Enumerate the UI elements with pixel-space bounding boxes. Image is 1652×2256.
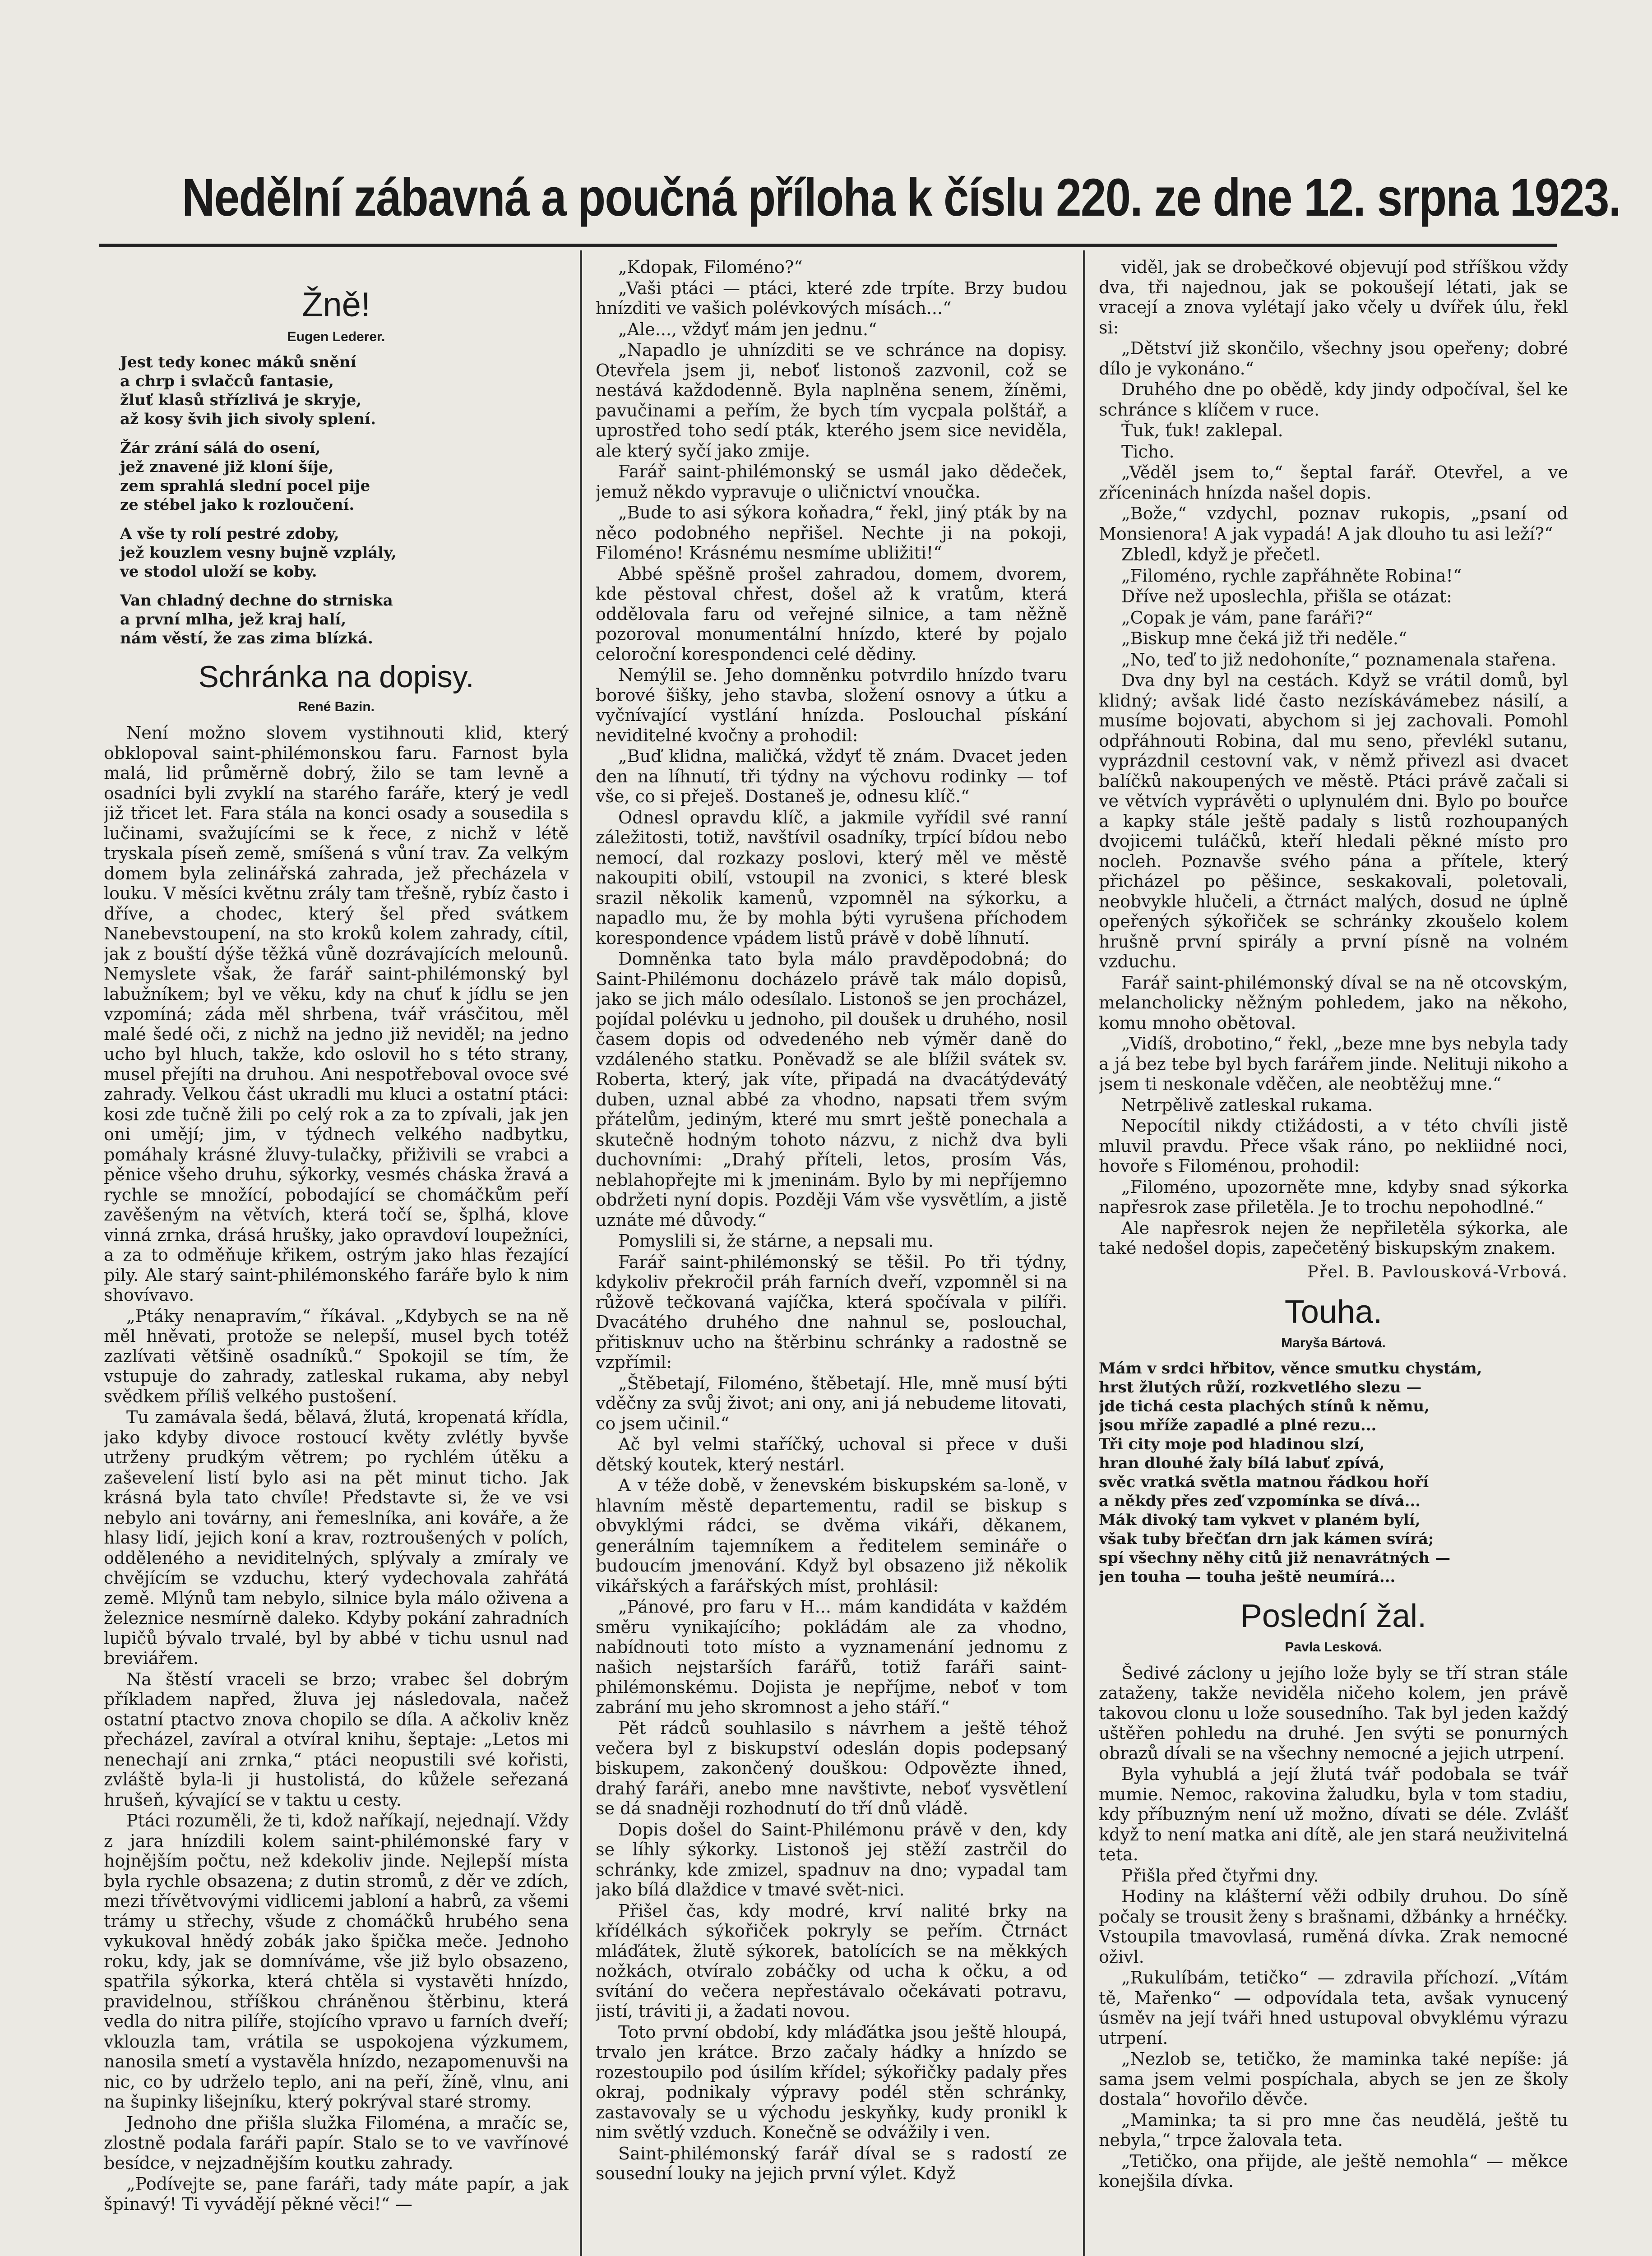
poem-line: jde tichá cesta plachých stínů k němu, (1099, 1397, 1430, 1415)
paragraph: „Vidíš, drobotino,“ řekl, „beze mne bys nebyla tady a já bez tebe byl bych farářem jinde. Nelituji nikoho a jsem ti neskonale vděčen, ale neobtěžuj mne.“ (1099, 1034, 1568, 1094)
paragraph: Přišla před čtyřmi dny. (1121, 1865, 1319, 1886)
paragraph: „Buď klidna, maličká, vždyť tě znám. Dvacet jeden den na líhnutí, tři týdny na výchovu rodinky — tof vše, co si přeješ. Dostaneš je, odnesu klíč.“ (596, 746, 1067, 806)
poem-line: však tuby břečťan drn jak kámen svírá; (1099, 1530, 1434, 1548)
column-3 (1099, 257, 1568, 2256)
paragraph: Dříve než uposlechla, přišla se otázat: (1121, 587, 1453, 606)
column-2 (596, 257, 1067, 2256)
paragraph: Abbé spěšně prošel zahradou, domem, dvorem, kde pěstoval chřest, došel až k vratům, která oddělovala faru od veřejné silnice, a tam něžně pozoroval monumentální hnízdo, které by pojalo celoroční korespondenci celé dědiny. (596, 564, 1067, 664)
poem-title: Žně! (301, 286, 371, 324)
poem-stanza (120, 524, 569, 581)
paragraph: Přišel čas, kdy modré, krví nalité brky na křídélkách sýkořiček pokryly se peřím. Čtrnáct mláďátek, žlutě sýkorek, batolících se na měkkých nožkách, otvíralo zobáčky od ucha k očku, a od svítání do večera nepřestávalo očekávati potravu, jistí, tráviti ji, a žadati novou. (596, 1900, 1067, 2021)
story2-title: Poslední žal. (1240, 1598, 1427, 1634)
paragraph: „Napadlo je uhnízditi se ve schránce na dopisy. Otevřela jsem ji, neboť listonoš zazvonil, což se nestává každodenně. Byla naplněna senem, žíněmi, pavučinami a peřím, že bych tím vycpala polštář, a uprostřed toho sedí pták, kterého jsem sice neviděla, ale který syčí jako zmije. (596, 340, 1067, 461)
poem-line: ze stébel jako k rozloučení. (120, 496, 355, 514)
paragraph: Dopis došel do Saint-Philémonu právě v den, kdy se líhly sýkorky. Listonoš jej stěží zastrčil do schránky, kde zmizel, spadnuv na dno; vypadal tam jako bílá dlaždice v tmavé svět-nici. (596, 1819, 1067, 1900)
poem-line: hran dlouhé žaly bílá labuť zpívá, (1099, 1454, 1385, 1472)
paragraph: „Copak je vám, pane faráři?“ (1121, 607, 1374, 628)
paragraph: „Ale..., vždyť mám jen jednu.“ (618, 319, 877, 339)
newspaper-page (77, 27, 1621, 2256)
poem-stanza (120, 439, 569, 514)
paragraph: Dva dny byl na cestách. Když se vrátil domů, byl klidný; avšak lidé často nezískávámebez násilí, a musíme bojovati, abychom si jej zachovali. Pomohl odpřáhnouti Robina, dal mu seno, převlékl sutanu, vyprázdnil cestovní vak, v němž přivezl asi dvacet balíčků nakoupených ve městě. Ptáci právě začali si ve větvích vyprávěti o uplynulém dni. Bylo po bouřce a kapky stále ještě padaly s listů rozhoupaných dvojicemi tuláčků, kteří hledali pěkné místo pro nocleh. Poznavše svého pána a přítele, který přicházel po pěšince, seskakovali, poletovali, neobvykle hlučeli, a čtrnáct malých, dosud ne úplně opeřených sýkořiček se schránky zkoušelo kolem hrušně první spirály a první písně na volném vzduchu. (1099, 670, 1568, 971)
paragraph: „Věděl jsem to,“ šeptal farář. Otevřel, a ve zříceninách hnízda našel dopis. (1099, 462, 1568, 503)
paragraph: Nepocítil nikdy ctižádosti, a v této chvíli jistě mluvil pravdu. Přece však ráno, po nekliidné noci, hovoře s Filoménou, prohodil: (1099, 1116, 1568, 1176)
paragraph: „Maminka; ta si pro mne čas neudělá, ještě tu nebyla,“ trpce žalovala teta. (1099, 2110, 1568, 2150)
paragraph: Není možno slovem vystihnouti klid, který obklopoval saint-philémonskou faru. Farnost byla malá, lid průměrně dobrý, žilo se tam levně a osadníci byli zvyklí na starého faráře, který je vedl již třicet let. Fara stála na konci osady a sousedila s lučinami, svažujícími se k řece, z nichž v létě tryskala píseň země, smíšená s vůní trav. Za velkým domem byla zelinářská zahrada, jež přecházela v louku. V měsíci květnu zrály tam třešně, rybíz často i dříve, a chodec, který šel před svátkem Nanebevstoupení, na sto kroků kolem zahrady, cítil, jak z bouští dýše těžká vůně dozrávajících melounů. Nemyslete však, že farář saint-philémonský byl labužníkem; byl ve věku, kdy na chuť k jídlu se jen vzpomíná; záda měl shrbena, tvář vrásčitou, měl malé šedé oči, z nichž na jedno již neviděl; na jedno ucho byl hluch, takže, kdo oslovil ho s této strany, musel přejíti na druhou. Ani nespotřeboval ovoce své zahrady. Velkou část ukradli mu kluci a ostatní ptáci: kosi zde tučně žili po celý rok a za to zpívali, jak jen oni umějí; jim, v týdnech velkého nadbytku, pomáhaly krásné žluvy-tulačky, přiživili se vrabci a pěnice všeho druhu, sýkorky, vesmés cháska žravá a rychle se množící, pobodající se chomáčkům peří zavěšeným na větvích, která točí se, šplhá, klove vinná zrnka, drásá hrušky, jako opravdoví loupežníci, a za to odměňuje křikem, ostrým jako hlas řezající pily. Ale starý saint-philémonského faráře bylo k nim shovívavo. (104, 723, 569, 1305)
poem2-author: Maryša Bártová. (1281, 1335, 1386, 1350)
poem-line: a někdy přes zeď vzpomínka se dívá... (1099, 1492, 1421, 1510)
paragraph: „Filoméno, rychle zapřáhněte Robina!“ (1121, 565, 1462, 586)
poem-author: Eugen Lederer. (287, 329, 385, 344)
story-author: René Bazin. (297, 699, 375, 714)
poem2-body (1099, 1359, 1568, 1586)
poem-line: Tři city moje pod hladinou slzí, (1099, 1435, 1365, 1453)
paragraph: „Vaši ptáci — ptáci, které zde trpíte. Brzy budou hnízditi ve vašich polévkových mísách...“ (596, 278, 1067, 318)
poem2-title: Touha. (1284, 1294, 1383, 1330)
paragraph: Netrpělivě zatleskal rukama. (1121, 1095, 1373, 1115)
paragraph: Byla vyhublá a její žlutá tvář podobala se tvář mumie. Nemoc, rakovina žaludku, byla v tom stadiu, kdy příbuzným není už možno, dívati se déle. Zvlášť když to není matka ani dítě, ale jen stará neuživitelná teta. (1099, 1764, 1568, 1864)
paragraph: Na štěstí vraceli se brzo; vrabec šel dobrým příkladem napřed, žluva jej následovala, načež ostatní ptactvo znova chopilo se díla. A ačkoliv kněz přecházel, zavíral a otvíral knihu, šeptaje: „Letos mi nenechají ani zrnka,“ ptáci neopustili své kořisti, zvláště byla-li ji hustolistá, do kůžele seřezaná hrušeň, kývající se v taktu u cesty. (104, 1669, 569, 1810)
masthead: Nedělní zábavná a poučná příloha k číslu 220. ze dne 12. srpna 1923. (182, 168, 1621, 227)
paragraph: „Pánové, pro faru v H... mám kandidáta v každém směru vynikajícího; pokládám ale za vhodno, nabídnouti toto místo a vyznamenání jednomu z našich nejstarších farářů, totiž faráři saint-philémonskému. Dojista je nepříjme, neboť v tom zabrání mu jeho skromnost a jeho stáří.“ (596, 1597, 1067, 1717)
paragraph: „Štěbetají, Filoméno, štěbetají. Hle, mně musí býti vděčny za svůj život; ani ony, ani já nebudeme litovati, co jsem učinil.“ (596, 1373, 1067, 1433)
paragraph: Jednoho dne přišla služka Filoména, a mračíc se, zlostně podala faráři papír. Stalo se to ve vavřínové besídce, v nejzadnějším koutku zahrady. (104, 2113, 569, 2173)
column-divider-1 (580, 250, 582, 2256)
poem-line: nám věstí, že zas zima blízká. (120, 629, 373, 647)
paragraph: „Biskup mne čeká již tři neděle.“ (1121, 629, 1407, 648)
paragraph: Domněnka tato byla málo pravděpodobná; do Saint-Philémonu docházelo právě tak málo dopisů, jako se jich málo odesílalo. Listonoš se jen procházel, pojídal polévku u jednoho, pil doušek u druhého, nosil časem dopis od odvedeného neb výměr daně do vzdáleného statku. Poněvadž se ale blížil svátek sv. Roberta, který, jak víte, připadá na dvacátýdevátý duben, uznal abbé za vhodno, napsati třem svým přátelům, jediným, které mu smrt ještě ponechala a skutečně hodným tohoto názvu, z nichž dva byli duchovními: „Drahý příteli, letos, prosím Vás, neblahopřejte mi k jmeninám. Bylo by mi nepříjemno obdržeti nyní dopis. Později Vám vše vysvětlím, a jistě uznáte mé důvody.“ (596, 949, 1067, 1230)
paragraph: Ptáci rozuměli, že ti, kdož naříkají, nejednají. Vždy z jara hnízdili kolem saint-philémonské fary v hojnějším počtu, než kdekoliv jinde. Nejlepší místa byla rychle obsazena; z dutin stromů, z děr ve zdích, mezi třívětvovými vidlicemi jabloní a habrů, za všemi trámy u střechy, všude z chomáčků hrubého sena vykukoval hnědý zobák jako špička meče. Jednoho roku, kdy, jak se domníváme, vše již bylo obsazeno, spatřila sýkorka, která chtěla si vystavěti hnízdo, pravidelnou, stříškou chráněnou štěrbinu, která vedla do nitra pilíře, stojícího vpravo u farních dveří; vklouzla tam, vrátila se uspokojena výzkumem, nanosila smetí a vystavěla hnízdo, nezapomenuvši na nic, co by udrželo teplo, ani na peří, žíně, vlnu, ani na šupinky lišejníku, který pokrýval staré stromy. (104, 1811, 569, 2112)
paragraph: „Podívejte se, pane faráři, tady máte papír, a jak špinavý! Ti vyvádějí pěkné věci!“ — (104, 2174, 569, 2214)
paragraph: „Kdopak, Filoméno?“ (618, 257, 803, 277)
paragraph: Zbledl, když je přečetl. (1121, 545, 1321, 564)
paragraph: Nemýlil se. Jeho domněnku potvrdilo hnízdo tvaru borové šišky, jeho stavba, složení osnovy a útku a vyčnívající vystlání hnízda. Poslouchal pískání neviditelné kvočny a prohodil: (596, 665, 1067, 745)
translator-note: Přel. B. Pavlousková-Vrbová. (1307, 1262, 1568, 1281)
paragraph: Ač byl velmi staříčký, uchoval si přece v duši dětský koutek, který nestárl. (596, 1434, 1067, 1475)
poem-line: Mák divoký tam vykvet v planém bylí, (1099, 1511, 1421, 1529)
paragraph: „No, teď to již nedohoníte,“ poznamenala stařena. (1121, 649, 1557, 670)
poem-line: jež znavené již kloní šíje, (120, 458, 334, 476)
story-title: Schránka na dopisy. (198, 660, 474, 694)
paragraph: „Tetičko, ona přijde, ale ještě nemohla“ — měkce konejšila dívka. (1099, 2151, 1568, 2191)
paragraph: „Ptáky nenapravím,“ říkával. „Kdybych se na ně měl hněvati, protože se nelepší, musel bych totéž zazlívati většině osadníků.“ Spokojil se tím, že vstupuje do zahrady, zatleskal rukama, aby nebyl svědkem příliš velkého pustošení. (104, 1306, 569, 1406)
paragraph: Druhého dne po obědě, kdy jindy odpočíval, šel ke schránce s klíčem v ruce. (1099, 379, 1568, 420)
poem-stanza (120, 353, 569, 429)
paragraph: Ticho. (1121, 441, 1175, 462)
paragraph: Hodiny na klášterní věži odbily druhou. Do síně počaly se trousit ženy s brašnami, džbánky a hrnéčky. Vstoupila tmavovlasá, ruměná dívka. Zrak nemocné oživl. (1099, 1886, 1568, 1967)
paragraph: Pomyslili si, že stárne, a nepsali mu. (618, 1231, 934, 1251)
paragraph: „Rukulíbám, tetičko“ — zdravila příchozí. „Vítám tě, Mařenko“ — odpovídala teta, avšak vynucený úsměv na její tváři hned ustupoval obvyklému výrazu utrpení. (1099, 1968, 1568, 2048)
poem-line: jež kouzlem vesny bujně vzplály, (120, 544, 397, 562)
paragraph: Toto první období, kdy mláďátka jsou ještě hloupá, trvalo jen krátce. Brzo začaly hádky a hnízdo se rozestoupilo pod úsilím křídel; sýkořičky padaly přes okraj, podnikaly výpravy podél stěn schránky, zastavovaly se u východu jeskyňky, kudy pronikl k nim světlý vzduch. Konečně se odvážily i ven. (596, 2022, 1067, 2142)
paragraph: „Bude to asi sýkora koňadra,“ řekl, jiný pták by na něco podobného nepřišel. Nechte ji na pokoji, Filoméno! Krásnému nesmíme ubližiti!“ (596, 503, 1067, 563)
poem-line: žluť klasů střízlivá je skryje, (120, 391, 362, 409)
poem-line: spí všechny něhy citů již nenavrátných — (1099, 1549, 1451, 1567)
poem-line: hrst žlutých růží, rozkvetlého slezu — (1099, 1378, 1422, 1396)
paragraph: „Bože,“ vzdychl, poznav rukopis, „psaní od Monsienora! A jak vypadá! A jak dlouho tu asi leží?“ (1099, 504, 1568, 544)
paragraph: „Nezlob se, tetičko, že maminka také nepíše: já sama jsem velmi pospíchala, abych se jen ze školy dostala“ hovořilo děvče. (1099, 2049, 1568, 2109)
poem-stanza (120, 591, 569, 648)
poem-line: a první mlha, jež kraj halí, (120, 610, 347, 629)
masthead-rule (99, 244, 1557, 247)
column-divider-2 (1083, 250, 1085, 2256)
paragraph: Farář saint-philémonský díval se na ně otcovským, melancholicky něžným pohledem, jako na někoho, komu mnoho obětoval. (1099, 972, 1568, 1033)
story2-author: Pavla Lesková. (1285, 1639, 1382, 1655)
paragraph: „Dětství již skončilo, všechny jsou opeřeny; dobré dílo je vykonáno.“ (1099, 338, 1568, 379)
paragraph: Ale napřesrok nejen že nepřiletěla sýkorka, ale také nedošel dopis, zapečetěný biskupským znakem. (1099, 1218, 1568, 1258)
poem-line: jsou mříže zapadlé a plné rezu... (1099, 1416, 1377, 1434)
paragraph: Farář saint-philémonský se usmál jako dědeček, jemuž někdo vypravuje o uličnictví vnoučka. (596, 462, 1067, 502)
paragraph: Šedivé záclony u jejího lože byly se tří stran stále zataženy, takže neviděla ničeho kolem, jen právě takovou clonu u lože sousedního. Tak byl jeden každý uštěřen pohledu na druhé. Jen svýti se ponurných obrazů dívali se na všechny nemocné a jejich utrpení. (1099, 1663, 1568, 1763)
paragraph: Tu zamávala šedá, bělavá, žlutá, kropenatá křídla, jako kdyby divoce rostoucí květy zvlétly byvše utrženy prudkým větrem; po rychlém útěku a zaševelení listí bylo asi na pět minut ticho. Jak krásná byla tato chvíle! Představte si, že ve vsi nebylo ani továrny, ani řemeslníka, ani kováře, a že hlasy lidí, jejich koní a krav, roztroušených v polích, odděleného a neviditelných, splývaly a zmíraly ve chvějícím se vzduchu, který vydechovala zahřátá země. Mlýnů tam nebylo, silnice byla málo oživena a železnice nesmírně daleko. Kdyby pokání zahradních lupičů bývalo trvalé, byl by abbé v tichu usnul nad breviářem. (104, 1407, 569, 1668)
poem-line: ve stodol uloží se koby. (120, 563, 317, 581)
paragraph: Farář saint-philémonský se těšil. Po tři týdny, kdykoliv překročil práh farních dveří, vzpomněl si na růžově tečkovaná vajíčka, která spočívala v pilíři. Dvacátého druhého dne nahnul se, poslouchal, přitisknuv ucho na štěrbinu schránky a radostně se vzpřímil: (596, 1252, 1067, 1372)
poem-line: A vše ty rolí pestré zdoby, (120, 525, 339, 543)
paragraph: Ťuk, ťuk! zaklepal. (1121, 421, 1283, 440)
poem-line: a chrp i svlačců fantasie, (120, 372, 334, 390)
paragraph: Saint-philémonský farář díval se s radostí ze sousední louky na jejich první výlet. Když (596, 2143, 1067, 2183)
poem-line: jen touha — touha ještě neumírá... (1099, 1567, 1396, 1586)
paragraph: viděl, jak se drobečkové objevují pod stříškou vždy dva, tři najednou, jak se pokoušejí létati, jak se vracejí a znova vylétají jako včely u dvířek úlu, řekl si: (1099, 257, 1568, 337)
poem-line: Mám v srdci hřbitov, věnce smutku chystám, (1099, 1359, 1482, 1378)
paragraph: A v téže době, v ženevském biskupském sa-loně, v hlavním městě departementu, radil se biskup s obvyklými rádci, se dvěma vikáři, děkanem, generálním tajemníkem a ředitelem semináře o budoucím jmenování. Když byl obsazeno již několik vikářských a farářských míst, prohlásil: (596, 1475, 1067, 1596)
paragraph: Pět rádců souhlasilo s návrhem a ještě téhož večera byl z biskupství odeslán dopis podepsaný biskupem, zakončený douškou: Odpovězte ihned, drahý faráři, anebo mne navštivte, neboť vysvětlení se dá snadněji rozhodnutí do tří dnů vládě. (596, 1718, 1067, 1818)
poem-line: Jest tedy konec máků snění (120, 353, 356, 371)
column-1 (104, 257, 569, 2256)
poem-line: Žár zrání sálá do osení, (120, 439, 321, 457)
poem-line: zem sprahlá slední pocel pije (120, 477, 370, 495)
paragraph: „Filoméno, upozorněte mne, kdyby snad sýkorka napřesrok zase přiletěla. Je to trochu nepohodlné.“ (1099, 1177, 1568, 1217)
poem-line: až kosy švih jich sivoly splení. (120, 410, 376, 428)
poem-line: svěc vratká světla matnou řádkou hoří (1099, 1473, 1429, 1491)
paragraph: Odnesl opravdu klíč, a jakmile vyřídil své ranní záležitosti, totiž, navštívil osadníky, trpící bídou nebo nemocí, dal rozkazy poslovi, který měl ve městě nakoupiti obilí, vstoupil na zvonici, s které blesk srazil několik kamenů, vzpomněl na sýkorku, a napadlo mu, že by mohla býti vyrušena příchodem korespondence vpádem listů právě v době líhnutí. (596, 807, 1067, 948)
poem-line: Van chladný dechne do strniska (120, 592, 393, 610)
